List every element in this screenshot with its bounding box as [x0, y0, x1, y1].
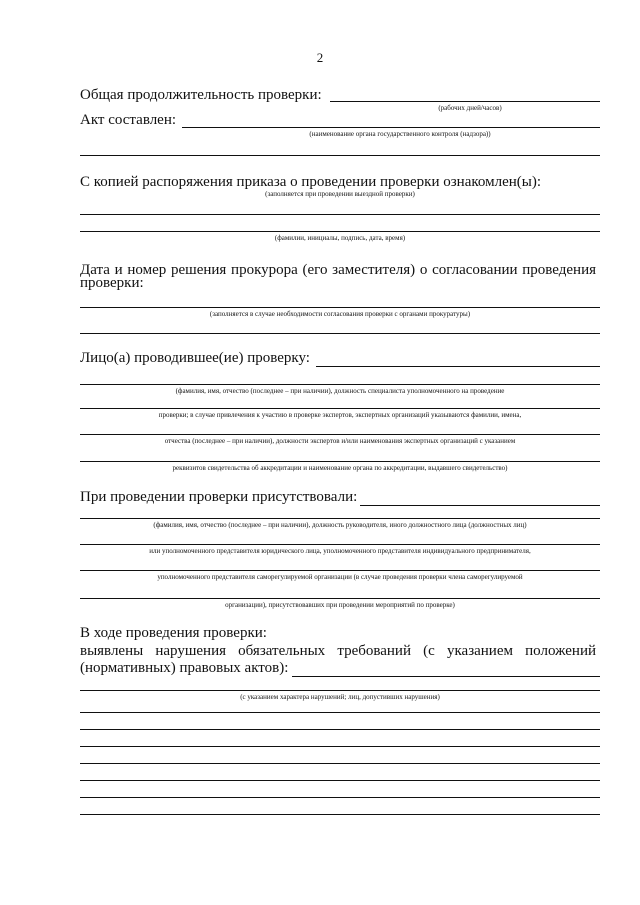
prosecutor-field-line-2[interactable] [80, 333, 600, 334]
findings-field-line-3[interactable] [80, 729, 600, 730]
act-label: Акт составлен: [80, 112, 177, 128]
present-caption-3: уполномоченного представителя саморегулируемой организации (в случае проведения проверки члена саморегулируемой [157, 573, 523, 581]
inspector-field-line-1[interactable] [80, 384, 600, 385]
present-field-line-0[interactable] [360, 505, 600, 506]
act-caption: (наименование органа государственного контроля (надзора)) [309, 130, 491, 138]
prosecutor-caption: (заполняется в случае необходимости согласования проверки с органами прокуратуры) [209, 310, 471, 318]
copy-field-line-2[interactable] [80, 231, 600, 232]
prosecutor-line-1: Дата и номер решения прокурора (его заместителя) о согласовании проведения [80, 262, 596, 278]
present-label: При проведении проверки присутствовали: [80, 489, 358, 505]
findings-field-line-4[interactable] [80, 746, 600, 747]
copy-caption-2: (фамилии, инициалы, подпись, дата, время) [274, 234, 406, 242]
inspector-field-line-0[interactable] [316, 366, 600, 367]
present-caption-1: (фамилия, имя, отчество (последнее – при наличии), должность руководителя, иного должностного лица (должностных лиц) [153, 521, 527, 529]
copy-caption: (заполняется при проведении выездной проверки) [265, 190, 415, 198]
findings-caption: (с указанием характера нарушений; лиц, допустивших нарушения) [240, 693, 440, 701]
findings-field-line-1[interactable] [80, 690, 600, 691]
copy-label: С копией распоряжения приказа о проведении проверки ознакомлен(ы): [80, 174, 541, 190]
inspector-caption-2: проверки; в случае привлечения к участию в проверке экспертов, экспертных организаций указываются фамилии, имена, [158, 411, 522, 419]
present-field-line-4[interactable] [80, 598, 600, 599]
findings-field-line-2[interactable] [80, 712, 600, 713]
inspector-field-line-2[interactable] [80, 408, 600, 409]
present-caption-2: или уполномоченного представителя юридического лица, уполномоченного представителя индивидуального предпринимателя, [149, 547, 531, 555]
act-field-line-2[interactable] [80, 155, 600, 156]
findings-line-3: (нормативных) правовых актов): [80, 660, 289, 676]
findings-field-line-8[interactable] [80, 814, 600, 815]
present-field-line-1[interactable] [80, 518, 600, 519]
findings-field-line-0[interactable] [292, 676, 600, 677]
findings-field-line-7[interactable] [80, 797, 600, 798]
findings-line-1: В ходе проведения проверки: [80, 625, 267, 641]
duration-field-line[interactable] [330, 101, 600, 102]
inspector-field-line-4[interactable] [80, 461, 600, 462]
page-number: 2 [316, 50, 324, 65]
act-field-line[interactable] [182, 127, 600, 128]
copy-field-line-1[interactable] [80, 214, 600, 215]
duration-label: Общая продолжительность проверки: [80, 87, 322, 103]
duration-caption: (рабочих дней/часов) [438, 104, 502, 112]
present-field-line-3[interactable] [80, 570, 600, 571]
inspector-field-line-3[interactable] [80, 434, 600, 435]
findings-field-line-5[interactable] [80, 763, 600, 764]
findings-line-2: выявлены нарушения обязательных требований (с указанием положений [80, 643, 596, 659]
inspector-caption-1: (фамилия, имя, отчество (последнее – при наличии), должность специалиста уполномоченного на проведение [175, 387, 505, 395]
prosecutor-line-2: проверки: [80, 275, 144, 291]
findings-field-line-6[interactable] [80, 780, 600, 781]
inspector-caption-3: отчества (последнее – при наличии), должности экспертов и/или наименования экспертных организаций с указанием [164, 437, 516, 445]
present-field-line-2[interactable] [80, 544, 600, 545]
present-caption-4: организации), присутствовавших при проведении мероприятий по проверке) [225, 601, 455, 609]
inspector-caption-4: реквизитов свидетельства об аккредитации и наименование органа по аккредитации, выдавшего свидетельство) [172, 464, 508, 472]
prosecutor-field-line-1[interactable] [80, 307, 600, 308]
inspector-label: Лицо(а) проводившее(ие) проверку: [80, 350, 310, 366]
